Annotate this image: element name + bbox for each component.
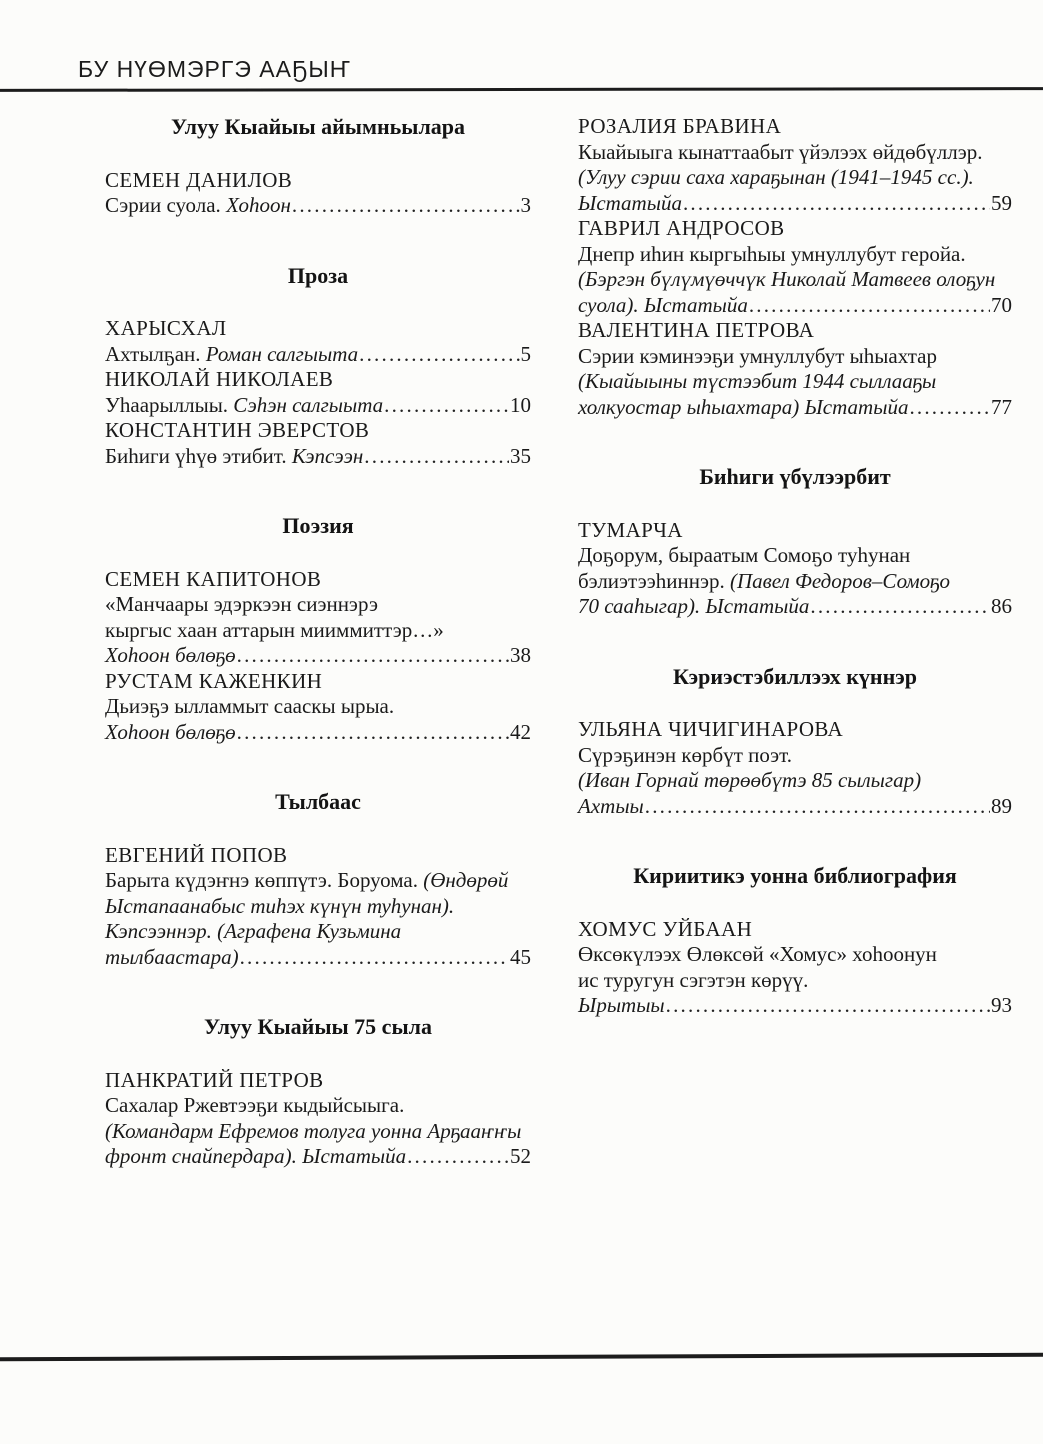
entry-title-line bbox=[105, 618, 531, 644]
entry-title-text bbox=[105, 720, 236, 746]
title-segment: холкуостар ыһыахтара) Ыстатыйа bbox=[578, 394, 909, 419]
entry-title-line bbox=[105, 894, 531, 920]
entry-title-text bbox=[578, 165, 974, 189]
entry-title-line bbox=[105, 945, 531, 971]
title-segment: Ыстапаанабыс тиһэх күнүн туһунан). bbox=[105, 893, 455, 918]
page-number: 5 bbox=[520, 341, 531, 366]
toc-section bbox=[578, 464, 1012, 620]
title-segment: Сахалар Ржевтээҕи кыдыйсыыга. bbox=[105, 1093, 405, 1117]
entry-author: ВАЛЕНТИНА ПЕТРОВА bbox=[578, 318, 815, 342]
dot-leader bbox=[384, 393, 509, 419]
entry-title-text bbox=[578, 942, 937, 966]
toc-entry bbox=[105, 843, 531, 971]
title-segment: Ахтыы bbox=[578, 793, 644, 818]
entry-title-text bbox=[105, 1144, 406, 1170]
section-heading: Тылбаас bbox=[275, 789, 361, 814]
title-segment: (Кыайыыны түстээбит 1944 сыллааҕы bbox=[578, 369, 937, 393]
entry-title-text bbox=[105, 444, 363, 470]
entry-title-line bbox=[578, 993, 1012, 1019]
entry-title-text bbox=[105, 894, 454, 918]
title-segment: кыргыс хаан аттарын мииммиттэр…» bbox=[105, 617, 444, 642]
entry-author: ХАРЫСХАЛ bbox=[105, 316, 227, 340]
entry-title-line bbox=[105, 919, 531, 945]
entry-title-text bbox=[578, 344, 937, 368]
header-rule bbox=[0, 87, 1043, 92]
toc-entry bbox=[578, 318, 1012, 420]
toc-section bbox=[105, 263, 531, 470]
toc-entry bbox=[578, 216, 1012, 318]
dot-leader bbox=[909, 395, 990, 421]
entry-title-text bbox=[105, 1093, 404, 1117]
entry-title-text bbox=[578, 293, 748, 319]
title-segment: Хоһоон бөлөҕө bbox=[105, 643, 236, 667]
entry-title-line bbox=[578, 395, 1012, 421]
entry-title-text bbox=[578, 993, 665, 1019]
entry-title-line bbox=[578, 768, 1012, 794]
section-heading: Кэриэстэбиллээх күннэр bbox=[673, 663, 917, 689]
toc-entry bbox=[105, 669, 531, 746]
entry-title-text bbox=[105, 1119, 521, 1143]
dot-leader bbox=[683, 191, 990, 217]
entry-author: ГАВРИЛ АНДРОСОВ bbox=[578, 216, 785, 240]
entry-title-line bbox=[105, 1093, 531, 1119]
entry-title-line bbox=[105, 1144, 531, 1170]
title-segment: Доҕорум, быраатым Сомоҕо туһунан bbox=[578, 543, 911, 567]
title-segment: суола). Ыстатыйа bbox=[578, 292, 748, 317]
entry-author: УЛЬЯНА ЧИЧИГИНАРОВА bbox=[578, 717, 844, 741]
title-segment: Сэһэн салгыыта bbox=[233, 392, 384, 417]
entry-author: СЕМЕН КАПИТОНОВ bbox=[105, 566, 322, 591]
section-heading: Улуу Кыайыы айымньылара bbox=[170, 114, 466, 139]
entry-title-line bbox=[578, 242, 1012, 268]
entry-title-text bbox=[105, 193, 291, 219]
entry-author: ПАНКРАТИЙ ПЕТРОВ bbox=[105, 1067, 324, 1092]
footer-rule bbox=[0, 1353, 1043, 1362]
toc-section bbox=[578, 863, 1012, 1019]
page-number: 42 bbox=[510, 719, 531, 744]
entry-author: ТУМАРЧА bbox=[578, 517, 683, 542]
entry-title-text bbox=[578, 140, 983, 164]
entry-title-text bbox=[105, 919, 401, 943]
toc-entry bbox=[105, 567, 531, 669]
title-segment: бэлиэтээһиннэр. bbox=[578, 568, 731, 593]
title-segment: тылбаастара) bbox=[105, 944, 239, 969]
title-segment: Хоһоон bbox=[226, 193, 291, 217]
entry-title-text bbox=[578, 743, 792, 767]
entry-title-line bbox=[578, 344, 1012, 370]
entry-author: ХОМУС УЙБААН bbox=[578, 916, 753, 941]
title-segment: Ыстатыйа bbox=[578, 190, 682, 215]
entry-title-line bbox=[105, 694, 531, 720]
entry-title-text bbox=[578, 191, 682, 217]
toc-entry bbox=[105, 168, 531, 219]
entry-title-text bbox=[105, 868, 508, 892]
entry-title-text bbox=[578, 267, 995, 291]
entry-author: НИКОЛАЙ НИКОЛАЕВ bbox=[105, 367, 334, 391]
title-segment: (Павел Федоров–Сомоҕо bbox=[730, 568, 951, 593]
entry-title-text bbox=[105, 592, 378, 616]
entry-title-text bbox=[578, 968, 808, 992]
title-segment: 70 сааһыгар). Ыстатыйа bbox=[578, 594, 810, 618]
toc-entry bbox=[105, 418, 531, 469]
title-segment: ис туругун сэгэтэн көрүү. bbox=[578, 967, 809, 992]
title-segment: (Командарм Ефремов толуга уонна Арҕааҥҥы bbox=[105, 1118, 522, 1143]
entry-title-line bbox=[105, 393, 531, 419]
page-number: 70 bbox=[991, 292, 1012, 317]
dot-leader bbox=[645, 794, 990, 820]
entry-title-text bbox=[105, 342, 358, 368]
entry-author: ЕВГЕНИЙ ПОПОВ bbox=[105, 842, 288, 867]
dot-leader bbox=[749, 293, 990, 319]
dot-leader bbox=[292, 193, 520, 219]
title-segment: Уһаарыллыы. bbox=[105, 392, 234, 417]
page-number: 3 bbox=[520, 193, 531, 217]
toc-column bbox=[578, 100, 1012, 1019]
dot-leader bbox=[240, 945, 509, 971]
entry-title-text bbox=[105, 945, 239, 971]
dot-leader bbox=[237, 643, 509, 669]
title-segment: «Манчаары эдэркээн сиэннэрэ bbox=[105, 592, 378, 616]
toc-column bbox=[105, 100, 531, 1170]
entry-title-line bbox=[578, 794, 1012, 820]
entry-title-line bbox=[578, 293, 1012, 319]
dot-leader bbox=[407, 1144, 509, 1170]
title-segment: Сүрэҕинэн көрбүт поэт. bbox=[578, 742, 793, 767]
entry-title-line bbox=[578, 942, 1012, 968]
title-segment: Кэпсээннэр. (Аграфена Кузьмина bbox=[105, 919, 402, 943]
entry-title-text bbox=[105, 643, 236, 669]
section-heading: Биһиги үбүлээрбит bbox=[699, 464, 891, 489]
title-segment: Днепр иһин кыргыһыы умнуллубут геройа. bbox=[578, 241, 966, 266]
page-number: 38 bbox=[510, 643, 531, 667]
title-segment: (Бэргэн бүлүмүөччүк Николай Матвеев олоҕун bbox=[578, 267, 996, 291]
entry-title-text bbox=[105, 618, 444, 642]
title-segment: (Өндөрөй bbox=[423, 868, 509, 892]
entry-title-line bbox=[105, 444, 531, 470]
entry-title-text bbox=[578, 594, 809, 620]
dot-leader bbox=[364, 444, 509, 470]
entry-title-line bbox=[578, 165, 1012, 191]
entry-title-line bbox=[105, 342, 531, 368]
section-heading: Проза bbox=[287, 262, 349, 288]
title-segment: Дьиэҕэ ылламмыт сааскы ырыа. bbox=[105, 694, 395, 718]
toc-entry bbox=[105, 367, 531, 418]
title-segment: Кыайыыга кынаттаабыт үйэлээх өйдөбүллэр. bbox=[578, 139, 983, 164]
toc-entry bbox=[105, 316, 531, 367]
title-segment: Өксөкүлээх Өлөксөй «Хомус» хоһоонун bbox=[578, 942, 937, 966]
entry-title-line bbox=[578, 743, 1012, 769]
dot-leader bbox=[810, 594, 990, 620]
entry-title-line bbox=[578, 968, 1012, 994]
section-heading: Улуу Кыайыы 75 сыла bbox=[204, 1014, 432, 1039]
title-segment: (Иван Горнай төрөөбүтэ 85 сылыгар) bbox=[578, 768, 922, 792]
entry-title-line bbox=[105, 868, 531, 894]
title-segment: Биһиги үһүө этибит. bbox=[105, 443, 292, 468]
entry-title-line bbox=[578, 569, 1012, 595]
entry-title-text bbox=[105, 393, 383, 419]
entry-author: РОЗАЛИЯ БРАВИНА bbox=[578, 114, 782, 138]
section-heading: Поэзия bbox=[282, 513, 354, 538]
page-number: 52 bbox=[510, 1144, 531, 1168]
entry-title-line bbox=[105, 1119, 531, 1145]
title-segment: фронт снайпердара). Ыстатыйа bbox=[105, 1144, 407, 1168]
entry-title-text bbox=[578, 768, 921, 792]
entry-title-text bbox=[578, 369, 936, 393]
title-segment: Кэпсээн bbox=[291, 443, 364, 468]
title-segment: Ахтылҕан. bbox=[105, 341, 206, 366]
title-segment: Сэрии кэминээҕи умнуллубут ыһыахтар bbox=[578, 343, 937, 368]
entry-title-text bbox=[578, 794, 644, 820]
entry-title-line bbox=[105, 643, 531, 669]
entry-title-line bbox=[578, 543, 1012, 569]
entry-title-text bbox=[578, 543, 910, 567]
entry-author: РУСТАМ КАЖЕНКИН bbox=[105, 668, 323, 693]
title-segment: Роман салгыыта bbox=[205, 341, 359, 366]
title-segment: Барыта күдэҥнэ көппүтэ. Боруома. bbox=[105, 868, 424, 892]
page-number: 45 bbox=[510, 944, 531, 969]
toc-entry bbox=[578, 917, 1012, 1019]
title-segment: (Улуу сэрии саха хараҕынан (1941–1945 сс.). bbox=[578, 165, 974, 189]
dot-leader bbox=[666, 993, 990, 1019]
entry-title-line bbox=[578, 594, 1012, 620]
entry-author: КОНСТАНТИН ЭВЕРСТОВ bbox=[105, 418, 370, 442]
toc-section bbox=[578, 114, 1012, 420]
toc-entry bbox=[105, 1068, 531, 1170]
entry-title-text bbox=[578, 395, 908, 421]
entry-title-line bbox=[578, 369, 1012, 395]
page-number: 86 bbox=[991, 594, 1012, 618]
section-heading: Кириитикэ уонна библиография bbox=[633, 863, 957, 888]
page-number: 89 bbox=[991, 793, 1012, 818]
entry-title-line bbox=[578, 191, 1012, 217]
page-number: 93 bbox=[991, 993, 1012, 1017]
toc-section bbox=[105, 789, 531, 970]
page-number: 77 bbox=[991, 394, 1012, 419]
entry-title-line bbox=[578, 267, 1012, 293]
entry-title-text bbox=[105, 694, 394, 718]
entry-title-line bbox=[105, 193, 531, 219]
entry-title-text bbox=[578, 242, 966, 266]
title-segment: Сэрии суола. bbox=[105, 193, 227, 217]
toc-section bbox=[578, 664, 1012, 820]
toc-section bbox=[105, 513, 531, 745]
page-number: 59 bbox=[991, 190, 1012, 215]
page-number: 10 bbox=[510, 392, 531, 417]
entry-title-line bbox=[105, 592, 531, 618]
toc-entry bbox=[578, 114, 1012, 216]
dot-leader bbox=[359, 342, 519, 368]
entry-title-line bbox=[578, 140, 1012, 166]
entry-author: СЕМЕН ДАНИЛОВ bbox=[105, 167, 293, 192]
toc-entry bbox=[578, 518, 1012, 620]
title-segment: Ырытыы bbox=[578, 993, 665, 1017]
dot-leader bbox=[237, 720, 509, 746]
title-segment: Хоһоон бөлөҕө bbox=[105, 719, 236, 744]
page-number: 35 bbox=[510, 443, 531, 468]
entry-title-line bbox=[105, 720, 531, 746]
toc-entry bbox=[578, 717, 1012, 819]
toc-section bbox=[105, 114, 531, 219]
entry-title-text bbox=[578, 569, 950, 593]
page-header-title: БУ НҮӨМЭРГЭ ААҔЫҤ bbox=[78, 56, 351, 82]
toc-section bbox=[105, 1014, 531, 1170]
